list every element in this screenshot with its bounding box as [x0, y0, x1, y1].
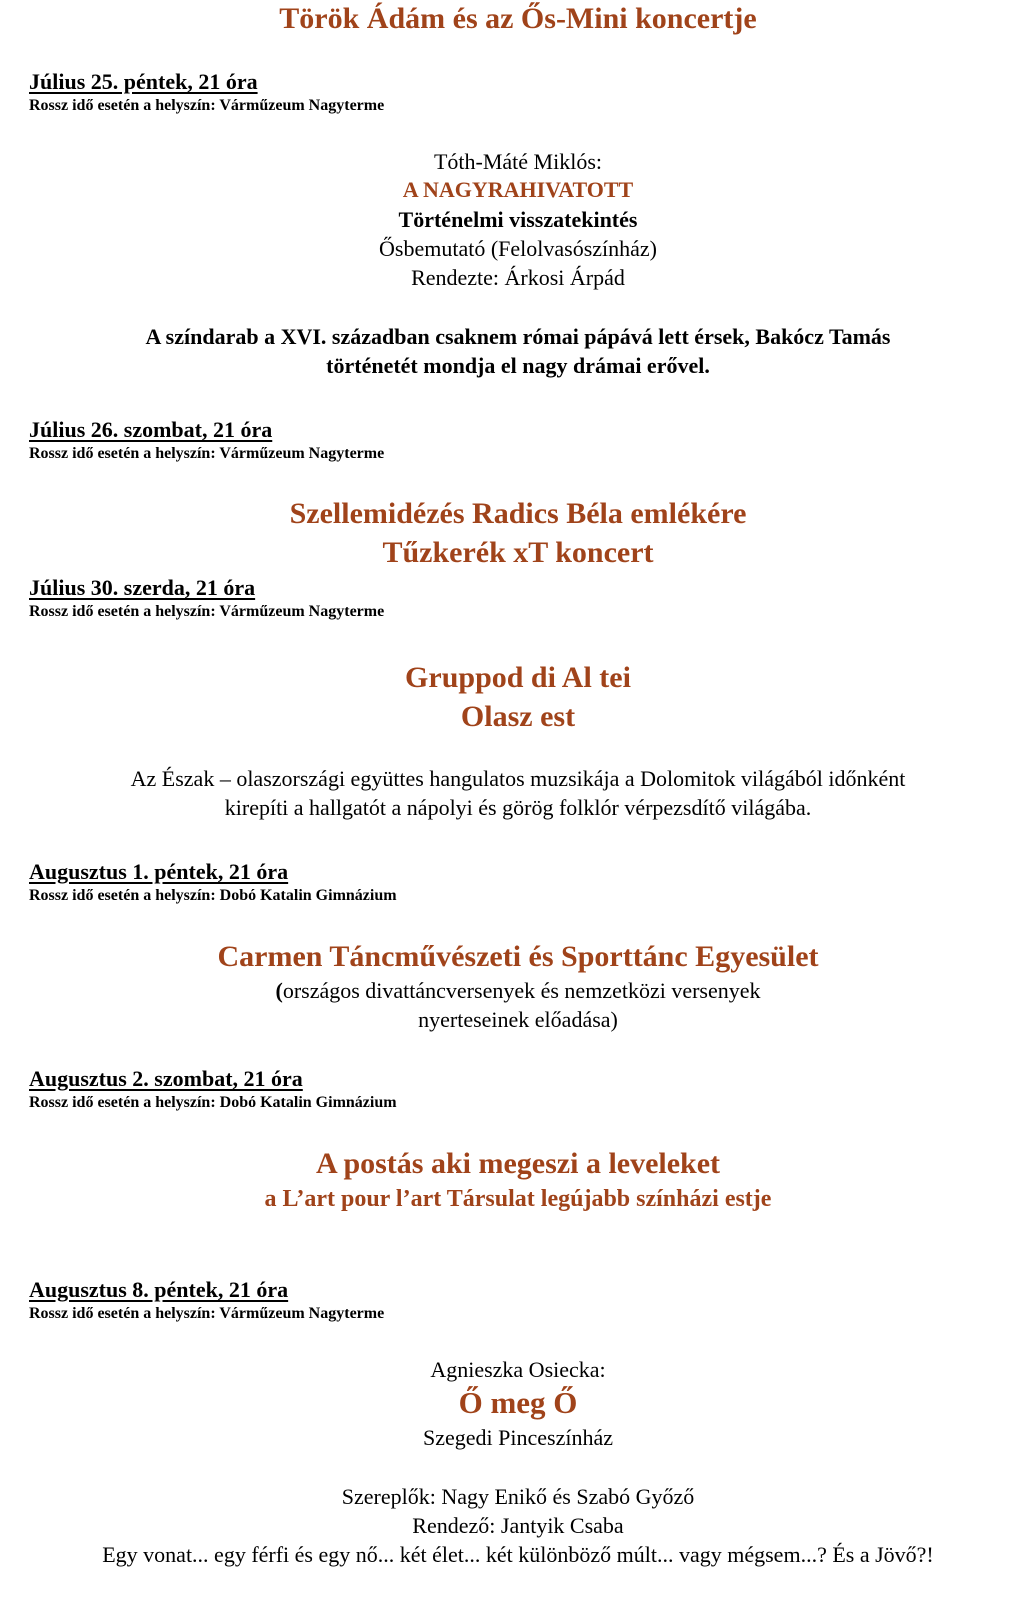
event-venue: Rossz idő esetén a helyszín: Várműzeum Nagyterme	[29, 1305, 385, 1322]
event-date: Augusztus 1. péntek, 21 óra	[29, 859, 289, 884]
event-company: Szegedi Pinceszínház	[423, 1425, 613, 1450]
event-description-line	[0, 978, 1036, 1004]
event-tagline: Egy vonat... egy férfi és egy nő... két élet... két különböző múlt... vagy mégsem...? És a Jövő?!	[102, 1542, 934, 1567]
event-date: Augusztus 8. péntek, 21 óra	[29, 1277, 289, 1302]
event-title-torok-adam: Török Ádám és az Ős-Mini koncertje	[279, 2, 757, 35]
event-title: Ő meg Ő	[458, 1385, 578, 1420]
event-title: Gruppod di Al tei	[405, 661, 631, 694]
event-date: Július 26. szombat, 21 óra	[29, 417, 273, 442]
event-title: A NAGYRAHIVATOTT	[402, 177, 634, 202]
event-venue: Rossz idő esetén a helyszín: Dobó Katalin Gimnázium	[29, 1094, 397, 1111]
event-author: Tóth-Máté Miklós:	[433, 149, 603, 174]
open-paren: (	[275, 978, 283, 1003]
event-cast: Szereplők: Nagy Enikő és Szabó Győző	[341, 1484, 695, 1509]
event-description-line: nyerteseinek előadása)	[418, 1007, 618, 1032]
event-subtitle: Olasz est	[460, 700, 576, 733]
event-description-line: A színdarab a XVI. században csaknem római pápává lett érsek, Bakócz Tamás	[145, 324, 891, 349]
event-subtitle: a L’art pour l’art Társulat legújabb színházi estje	[264, 1186, 772, 1212]
event-title: Tűzkerék xT koncert	[382, 536, 654, 569]
event-author: Agnieszka Osiecka:	[430, 1357, 606, 1382]
event-date: Augusztus 2. szombat, 21 óra	[29, 1066, 303, 1091]
description-text: országos divattáncversenyek és nemzetközi versenyek	[282, 978, 761, 1003]
event-date: Július 25. péntek, 21 óra	[29, 69, 258, 94]
event-title: Carmen Táncművészeti és Sporttánc Egyesület	[217, 940, 819, 973]
event-venue: Rossz idő esetén a helyszín: Dobó Katalin Gimnázium	[29, 887, 397, 904]
event-venue: Rossz idő esetén a helyszín: Várműzeum Nagyterme	[29, 603, 385, 620]
event-note: Ősbemutató (Felolvasószínház)	[379, 236, 657, 261]
event-venue: Rossz idő esetén a helyszín: Várműzeum Nagyterme	[29, 97, 385, 114]
event-date: Július 30. szerda, 21 óra	[29, 575, 256, 600]
event-director: Rendezte: Árkosi Árpád	[411, 265, 625, 290]
event-description-line: kirepíti a hallgatót a nápolyi és görög folklór vérpezsdítő világába.	[224, 795, 812, 820]
event-description-line: Az Észak – olaszországi együttes hangulatos muzsikája a Dolomitok világából időnként	[130, 766, 906, 791]
event-title: A postás aki megeszi a leveleket	[315, 1147, 721, 1180]
event-description-line: történetét mondja el nagy drámai erővel.	[326, 353, 710, 378]
event-subtitle: Történelmi visszatekintés	[398, 207, 638, 232]
event-title: Szellemidézés Radics Béla emlékére	[289, 497, 747, 530]
event-venue: Rossz idő esetén a helyszín: Várműzeum Nagyterme	[29, 445, 385, 462]
event-director: Rendező: Jantyik Csaba	[412, 1513, 624, 1538]
